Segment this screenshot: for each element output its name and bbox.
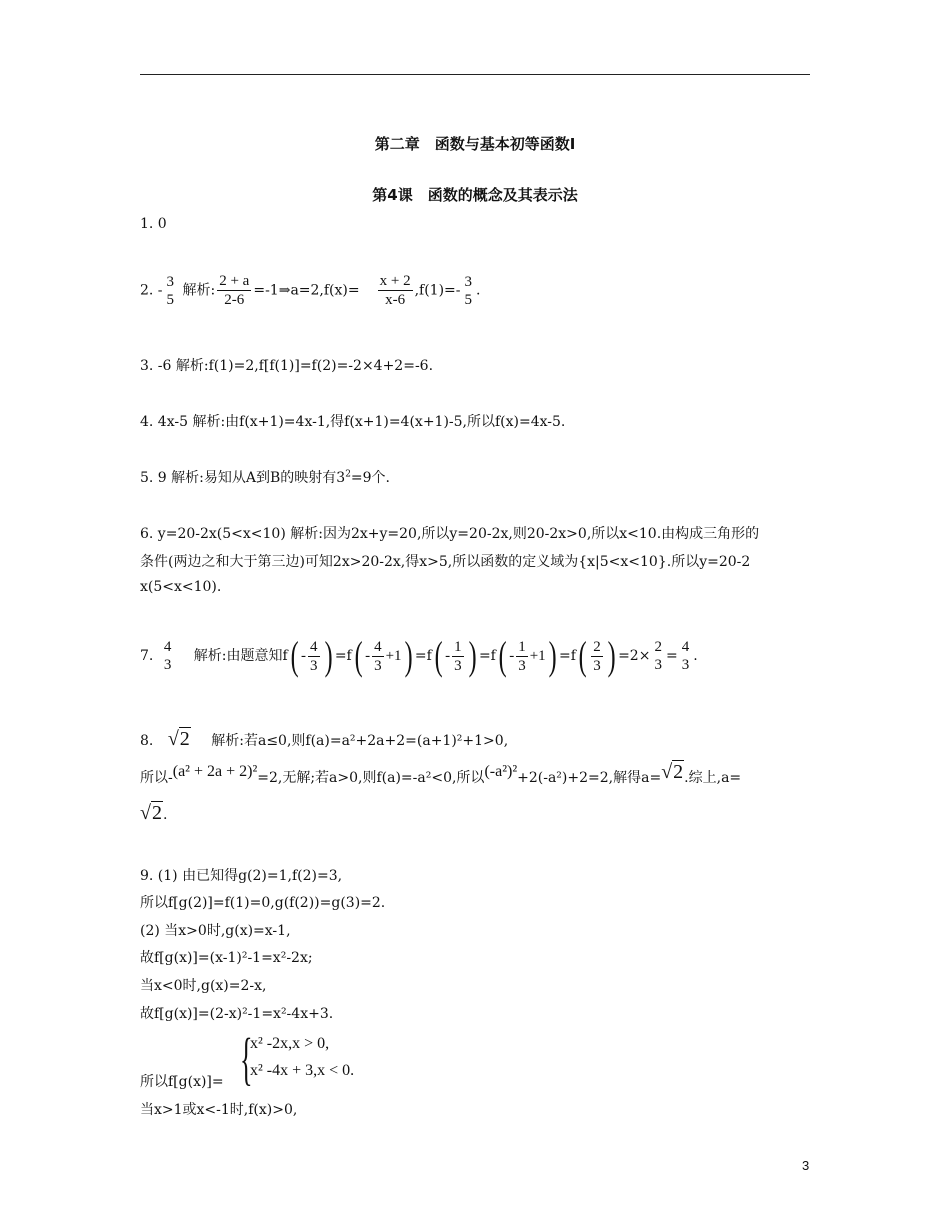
- fraction: $\frac{2 + a}{2-6}$: [219, 273, 250, 308]
- answer-6-line-2: 条件(两边之和大于第三边)可知2x>20-2x,得x>5,所以函数的定义域为{x|5<x<10}.所以y=20-2: [140, 554, 751, 570]
- fraction: $\frac{1}{3}$: [518, 638, 526, 674]
- fraction: 2 3: [654, 639, 662, 673]
- answer-6-line-3: x(5<x<10).: [140, 579, 222, 595]
- fraction: 3 5: [166, 273, 175, 308]
- header-rule: [140, 74, 810, 75]
- answer-9-line-4: 故f[g(x)]=(x-1)²-1=x²-2x;: [140, 950, 313, 966]
- answer-9-line-1: 9. (1) 由已知得g(2)=1,f(2)=3,: [140, 868, 343, 884]
- fraction: $\frac{x + 2}{x-6}$: [379, 273, 411, 308]
- answer-6-line-1: 6. y=20-2x(5<x<10) 解析:因为2x+y=20,所以y=20-2x,则20-2x>0,所以x<10.由构成三角形的: [140, 526, 760, 542]
- case-1: x² -2x,x > 0,: [250, 1035, 330, 1052]
- answer-9-line-8: 当x>1或x<-1时,f(x)>0,: [140, 1102, 298, 1118]
- case-brace: {: [240, 1026, 253, 1091]
- answer-5: 5. 9 解析:易知从A到B的映射有$3^2=9$个.: [140, 469, 391, 486]
- fraction: 4 3: [681, 639, 690, 673]
- answer-9-line-2: 所以f[g(2)]=f(1)=0,g(f(2))=g(3)=2.: [140, 895, 386, 911]
- answer-2-label: 解析:: [178, 282, 216, 299]
- sqrt-expression: √2: [661, 761, 684, 783]
- answer-4: 4. 4x-5 解析:由f(x+1)=4x-1,得f(x+1)=4(x+1)-5,所以f(x)=4x-5.: [140, 414, 566, 430]
- answer-8-line-2: 所以-(a² + 2a + 2)²=2,无解;若a>0,则f(a)=-a²<0,所以(-a²)²+2(-a²)+2=2,解得a=√2.综上,a=: [140, 761, 742, 786]
- answer-3: 3. -6 解析:f(1)=2,f[f(1)]=f(2)=-2×4+2=-6.: [140, 358, 434, 374]
- fraction: $\frac{2}{3}$: [593, 638, 601, 674]
- fraction: $\frac{4}{3}$: [374, 638, 382, 674]
- fraction: $\frac{4}{3}$: [310, 638, 318, 674]
- answer-9-line-3: (2) 当x>0时,g(x)=x-1,: [140, 923, 291, 939]
- answer-7: 7. 4 3 解析:由题意知f( - $\frac{4}{3}$ ) =f( - $\frac{4}{3}$ +1) =f( - $\frac{1}{3}$ ) =f( - $\frac{1}{3}$ +1) =f( $\frac{2}{3}$ ) =2× 2 3 = 4 3 .: [140, 633, 698, 678]
- answer-2-number: 2. -: [140, 282, 163, 299]
- fraction: 4 3: [163, 639, 172, 673]
- answer-2: 2. - 3 5 解析: $\frac{2 + a}{2-6}$ =-1⇒a=2,f(x)= $\frac{x + 2}{x-6}$ ,f(1)=- 3 5 .: [140, 273, 481, 308]
- answer-9-line-6: 故f[g(x)]=(2-x)²-1=x²-4x+3.: [140, 1006, 334, 1022]
- case-2: x² -4x + 3,x < 0.: [250, 1062, 355, 1079]
- answer-8-line-3: √2.: [140, 802, 168, 824]
- page-number: 3: [802, 1158, 810, 1173]
- chapter-title: 第二章 函数与基本初等函数Ⅰ: [374, 135, 576, 153]
- fraction: $\frac{1}{3}$: [454, 638, 462, 674]
- sqrt-expression: √2: [140, 802, 162, 824]
- lesson-title: 第4课 函数的概念及其表示法: [372, 186, 578, 204]
- answer-9-line-5: 当x<0时,g(x)=2-x,: [140, 978, 267, 994]
- sqrt-expression: √2: [167, 728, 190, 750]
- answer-1: 1. 0: [140, 216, 167, 232]
- fraction: 3 5: [464, 273, 473, 308]
- answer-9-line-7: 所以f[g(x)]=: [140, 1074, 224, 1090]
- answer-8-line-1: 8. √2 解析:若a≤0,则f(a)=a²+2a+2=(a+1)²+1>0,: [140, 728, 509, 750]
